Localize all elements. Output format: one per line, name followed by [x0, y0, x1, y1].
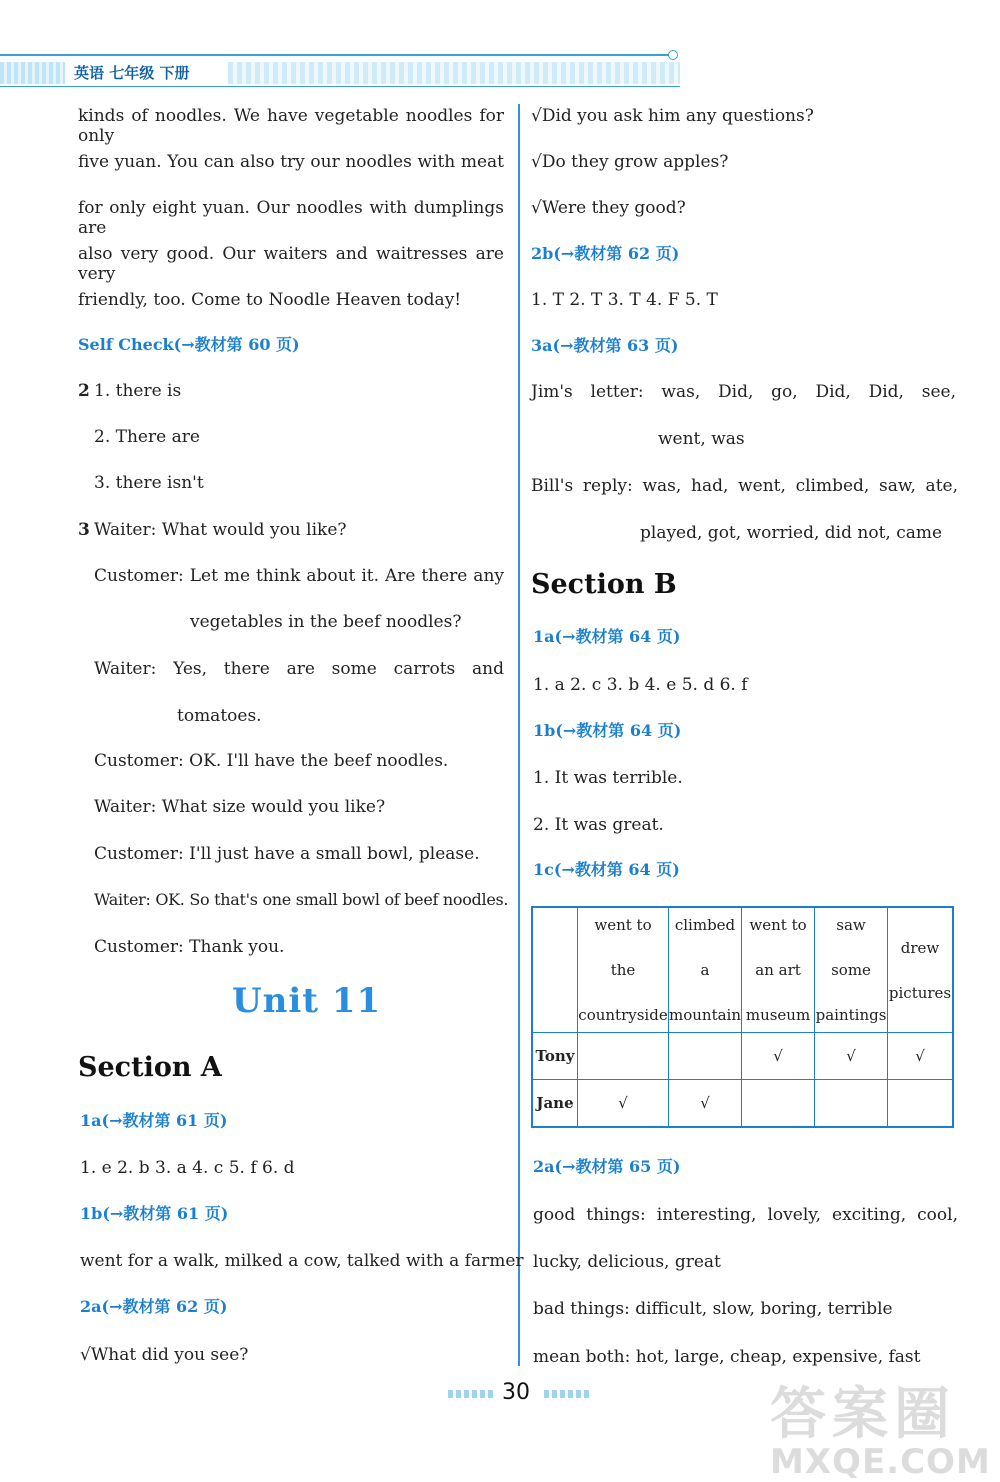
table-cell	[888, 1080, 954, 1128]
footer-decor-right	[544, 1390, 590, 1398]
header-decor-left	[0, 62, 65, 84]
header-title: 英语 七年级 下册	[74, 64, 190, 82]
table-corner-cell	[532, 907, 578, 1033]
self-check-reference: Self Check(→教材第 60 页)	[78, 335, 300, 354]
dialog-line: Customer: Let me think about it. Are there any	[94, 566, 504, 586]
paragraph-line: friendly, too. Come to Noodle Heaven today!	[78, 290, 462, 310]
page-number: 30	[502, 1380, 530, 1405]
table-cell	[742, 1080, 815, 1128]
dialog-line: Customer: OK. I'll have the beef noodles.	[94, 751, 449, 771]
answer-line: good things: interesting, lovely, exciting, cool,	[533, 1205, 958, 1225]
unit-title: Unit 11	[232, 981, 382, 1021]
question-number: 2	[78, 381, 90, 401]
answer-line: √Did you ask him any questions?	[531, 106, 814, 126]
dialog-line: vegetables in the beef noodles?	[190, 612, 462, 632]
watermark-logo-text: 答案圈	[770, 1382, 956, 1447]
answer-line: √What did you see?	[80, 1345, 249, 1365]
answer-line: √Were they good?	[531, 198, 686, 218]
answer-line: played, got, worried, did not, came	[640, 523, 943, 543]
answer-line: 2. There are	[94, 427, 200, 447]
answer-line: bad things: difficult, slow, boring, terrible	[533, 1299, 893, 1319]
table-header-cell: saw some paintings	[815, 907, 888, 1033]
table-header-cell: went to the countryside	[578, 907, 669, 1033]
answer-line: lucky, delicious, great	[533, 1252, 721, 1272]
paragraph-line: kinds of noodles. We have vegetable noodles for only	[78, 106, 504, 146]
header-rule	[0, 54, 672, 56]
dialog-line: tomatoes.	[177, 706, 262, 726]
table-cell	[815, 1080, 888, 1128]
dialog-line: Customer: Thank you.	[94, 937, 285, 957]
answer-line: went for a walk, milked a cow, talked with a farmer	[80, 1251, 524, 1271]
table-cell	[578, 1033, 669, 1080]
dialog-line: Waiter: Yes, there are some carrots and	[94, 659, 504, 679]
exercise-reference: 2b(→教材第 62 页)	[531, 244, 680, 263]
exercise-reference: 1a(→教材第 64 页)	[533, 627, 681, 646]
answer-line: 1. there is	[94, 381, 182, 401]
table-cell: √	[742, 1033, 815, 1080]
answer-line: √Do they grow apples?	[531, 152, 729, 172]
header-underline	[0, 86, 680, 87]
table-cell: √	[578, 1080, 669, 1128]
dialog-line: Waiter: OK. So that's one small bowl of beef noodles.	[94, 890, 509, 909]
table-header-row	[532, 907, 953, 1033]
exercise-reference: 2a(→教材第 65 页)	[533, 1157, 681, 1176]
answer-line: mean both: hot, large, cheap, expensive, fast	[533, 1347, 921, 1367]
footer-decor-left	[448, 1390, 494, 1398]
exercise-reference: 2a(→教材第 62 页)	[80, 1297, 228, 1316]
dialog-line: Waiter: What size would you like?	[94, 797, 386, 817]
answer-line: went, was	[658, 429, 745, 449]
dialog-line: Waiter: What would you like?	[94, 520, 347, 540]
answer-line: Bill's reply: was, had, went, climbed, saw, ate,	[531, 476, 958, 496]
answer-line: 3. there isn't	[94, 473, 204, 493]
answer-line: 1. It was terrible.	[533, 768, 683, 788]
header-decor-right	[228, 62, 680, 84]
section-b-heading: Section B	[531, 569, 677, 600]
question-number: 3	[78, 520, 90, 540]
table-header-cell: drew pictures	[888, 907, 954, 1033]
answer-line: 2. It was great.	[533, 815, 664, 835]
section-a-heading: Section A	[78, 1052, 222, 1083]
table-cell: √	[815, 1033, 888, 1080]
table-row-label: Jane	[532, 1080, 578, 1128]
answer-line: 1. T 2. T 3. T 4. F 5. T	[531, 290, 718, 310]
paragraph-line: also very good. Our waiters and waitresses are very	[78, 244, 504, 284]
answer-line: 1. e 2. b 3. a 4. c 5. f 6. d	[80, 1158, 295, 1178]
exercise-reference: 3a(→教材第 63 页)	[531, 336, 679, 355]
table-cell: √	[888, 1033, 954, 1080]
watermark	[770, 1382, 991, 1482]
answer-line: 1. a 2. c 3. b 4. e 5. d 6. f	[533, 675, 748, 695]
table-row-label: Tony	[532, 1033, 578, 1080]
paragraph-line: for only eight yuan. Our noodles with dumplings are	[78, 198, 504, 238]
table-cell	[669, 1033, 742, 1080]
table-row	[532, 1033, 953, 1080]
table-row	[532, 1080, 953, 1128]
paragraph-line: five yuan. You can also try our noodles with meat	[78, 152, 504, 172]
header-rule-end-dot	[668, 50, 678, 60]
column-divider	[518, 104, 520, 1366]
exercise-reference: 1b(→教材第 61 页)	[80, 1204, 229, 1223]
answer-line: Jim's letter: was, Did, go, Did, Did, see,	[531, 382, 956, 402]
watermark-url: MXQE.COM	[770, 1442, 991, 1482]
table-header-cell: climbed a mountain	[669, 907, 742, 1033]
exercise-reference: 1b(→教材第 64 页)	[533, 721, 682, 740]
dialog-line: Customer: I'll just have a small bowl, please.	[94, 844, 480, 864]
table-cell: √	[669, 1080, 742, 1128]
activity-table	[531, 906, 954, 1128]
exercise-reference: 1a(→教材第 61 页)	[80, 1111, 228, 1130]
exercise-reference: 1c(→教材第 64 页)	[533, 860, 680, 879]
table-header-cell: went to an art museum	[742, 907, 815, 1033]
